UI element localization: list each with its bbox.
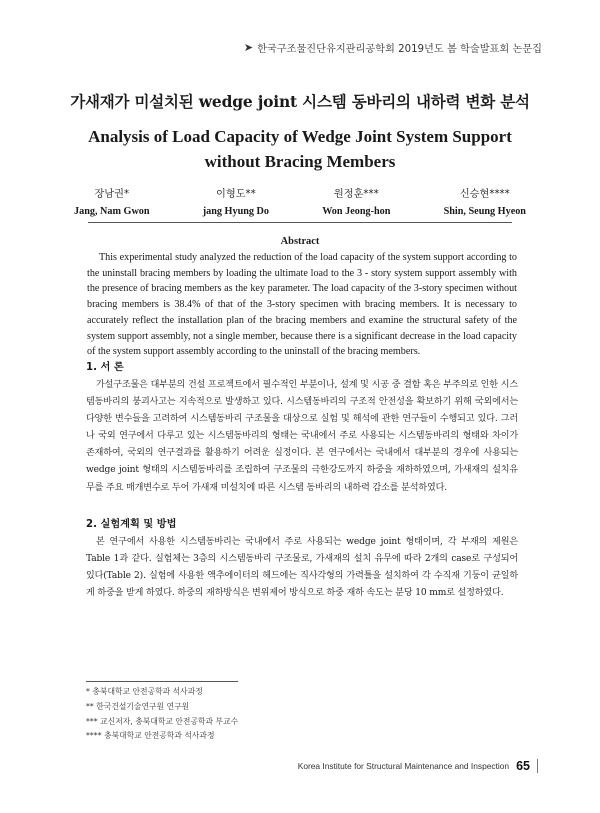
- title-divider: [88, 222, 512, 223]
- journal-name: 한국구조물진단유지관리공학회 2019년도 봄 학술발표회 논문집: [257, 44, 542, 55]
- author-name-korean: 이형도**: [216, 189, 256, 200]
- section-heading-methods: 2. 실험계획 및 방법: [86, 519, 177, 530]
- footnote-list: [86, 685, 238, 744]
- page-number: 65: [516, 759, 530, 773]
- author-name-english: Won Jeong-hon: [322, 206, 391, 217]
- author-name-korean: 신승현****: [459, 189, 510, 200]
- author: [203, 186, 269, 220]
- author-name-english: Jang, Nam Gwon: [74, 206, 150, 217]
- section-text-introduction: 가설구조물은 대부분의 건설 프로젝트에서 필수적인 부분이나, 설계 및 시공 중 결함 혹은 부주의로 인한 시스템동바리의 붕괴사고는 지속적으로 발생하고 있다. 시스템동바리의 구조적 안전성을 확보하기 위해 국외에서는 다양한 변수들을 고려하여 시스템동바리 구조물을 대상으로 실험 및 해석에 관한 연구들이 수행되고 있다. 그러나 국외 연구에서 다루고 있는 시스템동바리의 형태는 국내에서 주로 사용되는 시스템동바리의 형태와 차이가 존재하여, 국외의 연구결과를 활용하기 어려운 실정이다. 본 연구에서는 국내에서 대부분의 경우에 사용되는 wedge joint 형태의 시스템동바리를 조립하여 구조물의 극한강도까지 하중을 재하하였으며, 가새재의 설치유무를 주요 매개변수로 두어 가새재 미설치에 따른 시스템 동바리의 내하력 감소를 분석하였다.: [86, 380, 518, 493]
- author-list: [74, 186, 526, 220]
- title-english: Analysis of Load Capacity of Wedge Joint System Support without Bracing Members: [88, 127, 512, 171]
- abstract-heading: Abstract: [280, 236, 320, 247]
- footnote: **** 충북대학교 안전공학과 석사과정: [86, 731, 215, 741]
- footnote-divider: [86, 681, 238, 682]
- author-name-korean: 장남권*: [94, 189, 130, 200]
- section-text-methods: 본 연구에서 사용한 시스템동바리는 국내에서 주로 사용되는 wedge joint 형태이며, 각 부재의 제원은 Table 1과 같다. 실험체는 3층의 시스템동바리 구조물로, 가새재의 설치 유무에 따라 2개의 case로 구성되어 있다(Table 2). 실험에 사용한 액추에이터의 헤드에는 직사각형의 가력틀을 설치하여 각 수직재 기둥이 균일하게 하중을 받게 하였다. 하중의 재하방식은 변위제어 방식으로 하중 재하 속도는 분당 10 mm로 설정하였다.: [86, 537, 518, 599]
- author-name-korean: 원정훈***: [333, 189, 379, 200]
- author: [444, 186, 526, 220]
- journal-header: [244, 40, 542, 55]
- footnote: * 충북대학교 안전공학과 석사과정: [86, 687, 203, 696]
- bird-logo-icon: ➤: [243, 41, 254, 54]
- author: [74, 186, 150, 220]
- footer-organization: Korea Institute for Structural Maintenance and Inspection: [297, 761, 510, 771]
- page-footer: [298, 759, 538, 773]
- footnote: *** 교신저자, 충북대학교 안전공학과 부교수: [86, 716, 239, 726]
- footnote: ** 한국건설기술연구원 연구원: [86, 701, 190, 711]
- author-name-english: jang Hyung Do: [202, 206, 269, 217]
- author: [322, 186, 390, 220]
- title-korean: 가새재가 미설치된 wedge joint 시스템 동바리의 내하력 변화 분석: [70, 92, 530, 111]
- section-heading-introduction: 1. 서 론: [86, 362, 124, 373]
- abstract-text: This experimental study analyzed the reduction of the load capacity of the system support according to the uninstall bracing members by loading the ultimate load to the 3 - story system support assembly with the presence of bracing members as the key parameter. The load capacity of the 3-story specimen without bracing members is 38.4% of that of the 3-story specimen with bracing members. It is necessary to accurately reflect the installation plan of the bracing members and examine the structural safety of the system support assembly, not a single member, because there is a significant decrease in the load capacity of the system support assembly according to the uninstall of the bracing members.: [87, 252, 517, 358]
- footer-divider: [537, 759, 538, 773]
- author-name-english: Shin, Seung Hyeon: [443, 206, 526, 217]
